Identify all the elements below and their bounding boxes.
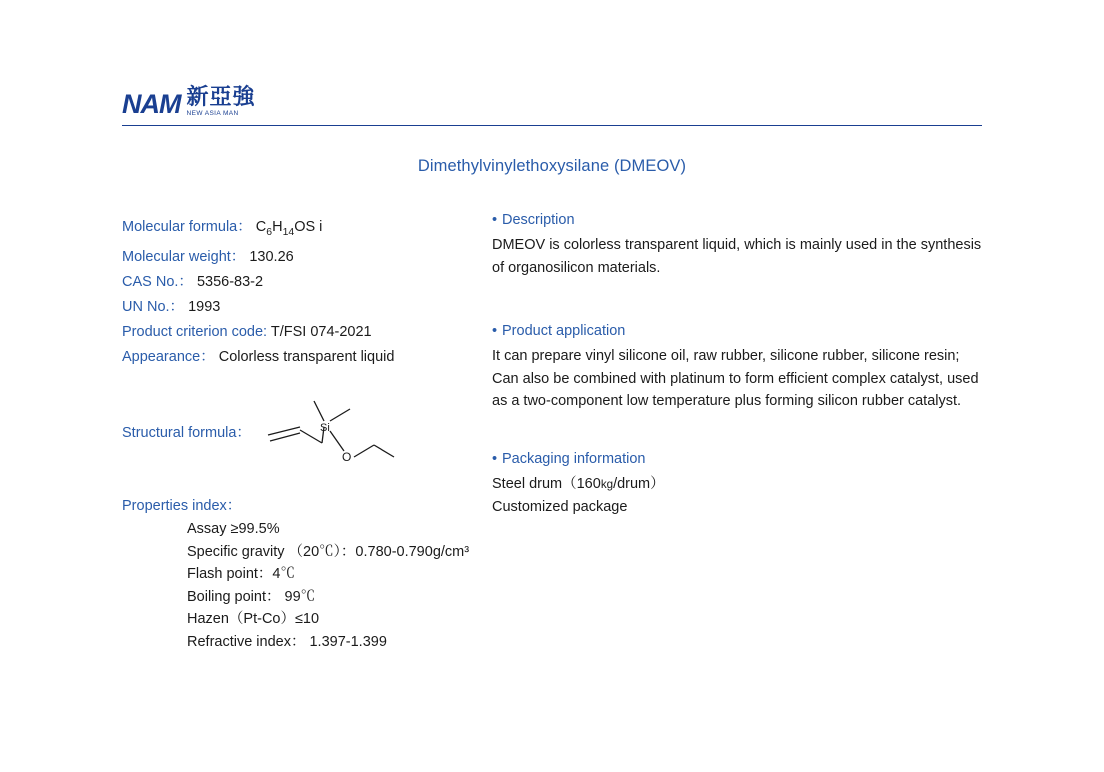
structural-formula-diagram — [262, 389, 512, 479]
properties-column — [122, 215, 492, 370]
header-divider — [122, 125, 982, 126]
properties-index-list — [122, 518, 542, 653]
cas-value: 5356-83-2 — [196, 273, 264, 290]
logo-english-name: NEW ASIA MAN — [186, 110, 239, 117]
atom-label-si: Si — [320, 422, 330, 434]
appearance-label: Appearance： — [122, 348, 215, 365]
properties-index-title: Properties index： — [122, 498, 242, 514]
packaging-heading: • Packaging information — [492, 450, 646, 467]
logo-chinese-block — [187, 86, 256, 118]
application-section — [492, 323, 987, 413]
appearance-row — [122, 345, 492, 370]
molecular-formula-label: Molecular formula： — [122, 219, 252, 235]
criterion-label: Product criterion code: — [122, 323, 268, 340]
packaging-line-steel-drum: Steel drum（160kg/drum） — [492, 475, 665, 492]
page-header — [122, 86, 982, 128]
structural-formula-label: Structural formula： — [122, 425, 251, 441]
molecular-weight-value: 130.26 — [249, 248, 294, 265]
un-label: UN No.： — [122, 298, 185, 315]
list-item: Assay ≥99.5% — [187, 521, 280, 537]
molecular-formula-value: $C_6H_{14}OS$ i — [255, 219, 323, 238]
logo-mark-text: NAM — [122, 88, 181, 119]
criterion-row — [122, 320, 492, 345]
packaging-text — [492, 473, 987, 519]
bullet-icon: • — [492, 212, 498, 228]
description-heading: • Description — [492, 212, 575, 228]
molecular-weight-label: Molecular weight： — [122, 248, 246, 265]
application-text: It can prepare vinyl silicone oil, raw rubber, silicone rubber, silicone resin; Can also be combined with platinum to form efficient complex catalyst, used as a two-component low temperature plus forming silicon rubber catalyst. — [492, 348, 979, 409]
un-row — [122, 295, 492, 320]
description-section — [492, 212, 987, 279]
list-item: Hazen（Pt-Co）≤10 — [187, 611, 320, 627]
bullet-icon: • — [492, 323, 498, 339]
properties-index-block — [122, 494, 542, 653]
molecular-weight-row — [122, 245, 492, 270]
structural-formula-block — [122, 405, 522, 490]
cas-label: CAS No.： — [122, 273, 193, 290]
bullet-icon: • — [492, 450, 498, 467]
company-logo — [122, 86, 256, 118]
criterion-value: T/FSI 074-2021 — [270, 323, 372, 340]
list-item: Specific gravity （20℃）：0.780-0.790g/cm³ — [187, 543, 470, 560]
description-text: DMEOV is colorless transparent liquid, which is mainly used in the synthesis of organosilicon materials. — [492, 237, 982, 276]
cas-row — [122, 270, 492, 295]
application-heading: • Product application — [492, 323, 626, 339]
packaging-section — [492, 451, 987, 519]
list-item: Refractive index： 1.397-1.399 — [187, 633, 387, 650]
un-value: 1993 — [188, 298, 221, 315]
atom-label-o: O — [342, 450, 352, 464]
page-title: Dimethylvinylethoxysilane (DMEOV) — [417, 157, 687, 175]
logo-chinese-name: 新亞強 — [186, 84, 256, 109]
description-column — [492, 212, 987, 545]
appearance-value: Colorless transparent liquid — [218, 348, 395, 365]
packaging-line-custom: Customized package — [492, 499, 628, 515]
list-item: Boiling point： 99℃ — [187, 588, 316, 605]
molecular-formula-row — [122, 215, 492, 245]
list-item: Flash point：4℃ — [187, 566, 295, 582]
